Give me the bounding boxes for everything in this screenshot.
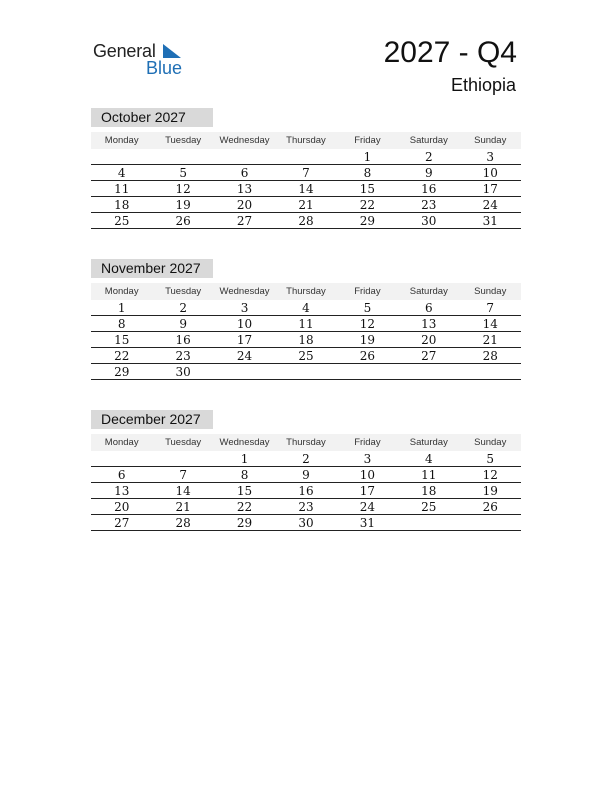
- day-cell: 16: [298, 484, 314, 498]
- day-cell: 15: [359, 182, 376, 196]
- month-november: [91, 259, 521, 380]
- weekday-label: Saturday: [409, 437, 448, 448]
- day-cell: [460, 515, 521, 530]
- day-cell: 26: [482, 500, 498, 514]
- day-cell: 31: [482, 214, 498, 228]
- day-cell: 7: [179, 468, 187, 482]
- weekday-label: Thursday: [286, 286, 326, 297]
- day-cell: 12: [482, 468, 498, 482]
- weekday-label: Tuesday: [165, 437, 202, 448]
- month-december: [91, 410, 521, 531]
- day-cell: 12: [359, 317, 376, 331]
- day-cell: 4: [302, 301, 310, 315]
- day-cell: 13: [421, 317, 437, 331]
- weekday-label: Friday: [354, 286, 381, 297]
- week-row: [91, 364, 521, 380]
- day-cell: 8: [240, 468, 249, 482]
- logo-blue-text: Blue: [146, 58, 183, 78]
- day-cell: 15: [114, 333, 130, 347]
- day-cell: 2: [302, 452, 310, 466]
- day-cell: 20: [114, 500, 130, 514]
- day-cell: 10: [482, 166, 498, 180]
- day-cell: 18: [421, 484, 437, 498]
- day-cell: 6: [240, 166, 249, 180]
- weekday-label: Wednesday: [219, 135, 270, 146]
- logo: [93, 41, 193, 81]
- day-cell: 10: [236, 317, 253, 331]
- day-cell: [398, 364, 459, 379]
- week-row: [91, 332, 521, 348]
- day-cell: 24: [236, 349, 253, 363]
- day-cell: 16: [421, 182, 437, 196]
- weekday-label: Sunday: [474, 437, 507, 448]
- week-row: [91, 451, 521, 467]
- country-label: Ethiopia: [450, 75, 516, 95]
- month-label: December 2027: [91, 410, 213, 429]
- month-label: November 2027: [91, 259, 213, 278]
- day-cell: 26: [359, 349, 376, 363]
- day-cell: 21: [482, 333, 498, 347]
- day-cell: 28: [482, 349, 498, 363]
- weekday-label: Friday: [354, 437, 381, 448]
- day-cell: 25: [421, 500, 437, 514]
- day-cell: 24: [482, 198, 498, 212]
- day-cell: 3: [240, 301, 249, 315]
- day-cell: 17: [482, 182, 498, 196]
- weekday-label: Monday: [104, 135, 139, 146]
- day-cell: 29: [114, 365, 130, 379]
- week-row: [91, 165, 521, 181]
- logo-general-text: General: [93, 41, 156, 61]
- day-cell: 22: [114, 349, 130, 363]
- week-row: [91, 483, 521, 499]
- day-cell: [91, 149, 152, 164]
- day-cell: [214, 364, 275, 379]
- weekday-header: [91, 434, 521, 451]
- day-cell: 22: [359, 198, 376, 212]
- day-cell: 1: [363, 150, 372, 164]
- day-cell: 28: [175, 516, 191, 530]
- day-cell: 9: [425, 166, 433, 180]
- weekday-label: Tuesday: [165, 286, 202, 297]
- day-cell: 5: [363, 301, 372, 315]
- day-cell: 23: [175, 349, 191, 363]
- day-cell: [152, 451, 213, 466]
- day-cell: 2: [425, 150, 433, 164]
- day-cell: 31: [359, 516, 376, 530]
- day-cell: 16: [175, 333, 191, 347]
- day-cell: 19: [175, 198, 191, 212]
- day-cell: 6: [425, 301, 433, 315]
- day-cell: 11: [421, 468, 437, 482]
- day-cell: 17: [236, 333, 253, 347]
- day-cell: 27: [421, 349, 437, 363]
- day-cell: 25: [114, 214, 130, 228]
- day-cell: 7: [302, 166, 310, 180]
- day-cell: 11: [114, 182, 130, 196]
- day-cell: 13: [114, 484, 130, 498]
- weekday-label: Saturday: [409, 135, 448, 146]
- day-cell: 17: [359, 484, 376, 498]
- day-cell: 9: [302, 468, 310, 482]
- day-cell: [214, 149, 275, 164]
- day-cell: 30: [421, 214, 437, 228]
- day-cell: 1: [117, 301, 126, 315]
- day-cell: 2: [179, 301, 187, 315]
- day-cell: 15: [236, 484, 253, 498]
- day-cell: 25: [298, 349, 314, 363]
- week-row: [91, 149, 521, 165]
- week-row: [91, 181, 521, 197]
- day-cell: 10: [359, 468, 376, 482]
- day-cell: [460, 364, 521, 379]
- day-cell: 9: [179, 317, 187, 331]
- day-cell: 8: [117, 317, 126, 331]
- weekday-label: Sunday: [474, 286, 507, 297]
- day-cell: 24: [359, 500, 376, 514]
- day-cell: 6: [117, 468, 126, 482]
- weekday-header: [91, 132, 521, 149]
- month-label: October 2027: [91, 108, 213, 127]
- day-cell: 27: [236, 214, 253, 228]
- day-cell: 4: [425, 452, 433, 466]
- day-cell: 19: [482, 484, 498, 498]
- day-cell: 29: [359, 214, 376, 228]
- weekday-label: Thursday: [286, 437, 326, 448]
- day-cell: [275, 364, 336, 379]
- day-cell: 12: [175, 182, 191, 196]
- day-cell: 14: [175, 484, 191, 498]
- day-cell: 18: [298, 333, 314, 347]
- day-cell: 7: [486, 301, 495, 315]
- day-cell: 30: [298, 516, 314, 530]
- week-row: [91, 467, 521, 483]
- day-cell: 20: [421, 333, 437, 347]
- day-cell: 8: [363, 166, 372, 180]
- week-row: [91, 499, 521, 515]
- weekday-label: Friday: [354, 135, 381, 146]
- day-cell: 28: [298, 214, 314, 228]
- day-cell: 26: [175, 214, 191, 228]
- day-cell: 5: [179, 166, 187, 180]
- week-row: [91, 300, 521, 316]
- weekday-label: Sunday: [474, 135, 507, 146]
- weekday-label: Monday: [104, 286, 139, 297]
- day-cell: 5: [486, 452, 495, 466]
- day-cell: [398, 515, 459, 530]
- week-row: [91, 515, 521, 531]
- day-cell: 3: [486, 150, 495, 164]
- day-cell: 1: [240, 452, 249, 466]
- weekday-label: Wednesday: [219, 286, 270, 297]
- week-row: [91, 197, 521, 213]
- day-cell: 20: [236, 198, 253, 212]
- day-cell: 21: [175, 500, 191, 514]
- day-cell: [91, 451, 152, 466]
- day-cell: 23: [421, 198, 437, 212]
- day-cell: 14: [298, 182, 314, 196]
- weekday-label: Wednesday: [219, 437, 270, 448]
- weekday-label: Monday: [104, 437, 139, 448]
- weekday-header: [91, 283, 521, 300]
- day-cell: 23: [298, 500, 314, 514]
- day-cell: [337, 364, 398, 379]
- day-cell: 27: [114, 516, 130, 530]
- weekday-label: Saturday: [409, 286, 448, 297]
- day-cell: 30: [175, 365, 191, 379]
- day-cell: 4: [117, 166, 126, 180]
- day-cell: 14: [482, 317, 498, 331]
- weekday-label: Tuesday: [165, 135, 202, 146]
- day-cell: [275, 149, 336, 164]
- week-row: [91, 348, 521, 364]
- day-cell: 11: [298, 317, 314, 331]
- weekday-label: Thursday: [286, 135, 326, 146]
- day-cell: 18: [114, 198, 130, 212]
- day-cell: 22: [236, 500, 253, 514]
- day-cell: [152, 149, 213, 164]
- day-cell: 13: [236, 182, 253, 196]
- day-cell: 3: [363, 452, 372, 466]
- week-row: [91, 213, 521, 229]
- day-cell: 19: [359, 333, 376, 347]
- page-title: 2027 - Q4: [383, 36, 517, 69]
- day-cell: 21: [298, 198, 314, 212]
- month-october: [91, 108, 521, 229]
- week-row: [91, 316, 521, 332]
- day-cell: 29: [236, 516, 253, 530]
